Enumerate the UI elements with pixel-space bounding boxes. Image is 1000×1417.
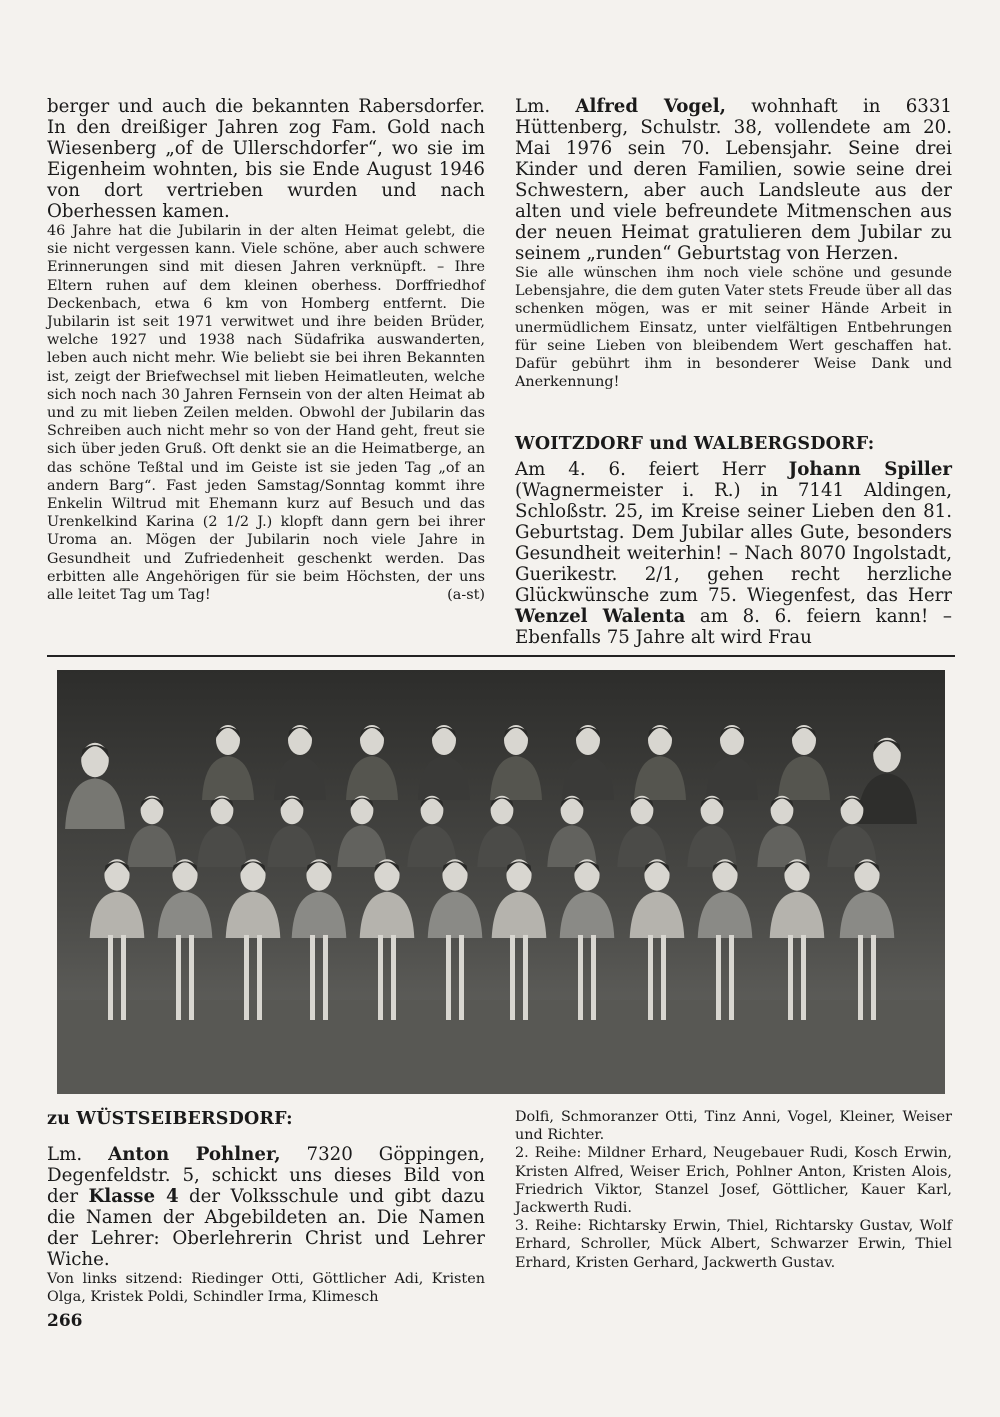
person-name-wenzel-walenta: Wenzel Walenta: [515, 606, 686, 627]
article-vogel: [515, 96, 952, 391]
leg: [446, 935, 451, 1020]
leg: [591, 935, 596, 1020]
article-lead-paragraph: berger und auch die bekannten Rabersdorfer. In den dreißiger Jahren zog Fam. Gold nach Wiesenberg „of de Ullerschdorfer“, wo sie im Eigenheim wohnten, bis sie Ende August 1946 von dort vertrieben wurden und nach Oberhessen kamen.: [47, 96, 485, 222]
class-photograph: [57, 670, 945, 1094]
leg: [729, 935, 734, 1020]
heading-prefix-zu: zu: [47, 1109, 71, 1129]
woitzdorf-text-2: (Wagnermeister i. R.) in 7141 Aldingen, Schloßstr. 25, im Kreise seiner Lieben den 81. Geburtstag. Dem Jubilar alles Gute, besonders Gesundheit weiterhin! – Nach 8070 Ingolstadt, Guerikestr. 2/1, gehen recht herzliche Glückwünsche zum 75. Wiegenfest, das Herr: [515, 480, 952, 606]
article-body-text: 46 Jahre hat die Jubilarin in der alten Heimat gelebt, die sie nicht vergessen kann. Viele schöne, aber auch schwere Erinnerungen sind mit diesen Jahren verknüpft. – Ihre Eltern ruhen auf dem kleinen oberhess. Dorffriedhof Deckenbach, etwa 6 km von Homberg entfernt. Die Jubilarin ist seit 1971 verwitwet und ihre beiden Brüder, welche 1927 und 1938 nach Südafrika auswanderten, leben auch nicht mehr. Wie beliebt sie bei ihren Bekannten ist, zeigt der Briefwechsel mit lieben Heimatleuten, welche sich noch nach 30 Jahren Fernsein von der alten Heimat ab und zu mit lieben Zeilen melden. Obwohl der Jubilarin das Schreiben auch nicht mehr so von der Hand geht, freut sie sich über jeden Gruß. Oft denkt sie an die Heimatberge, an das schöne Teßtal und im Geiste ist sie jeden Tag „of an andern Barg“. Fast jeden Samstag/Sonntag kommt ihre Enkelin Wiltrud mit Ehemann kurz auf Besuch und das Urenkelkind Karina (2 1/2 J.) klopft dann gern bei ihrer Uroma an. Mögen der Jubilarin noch viele Jahre in Gesundheit und Zufriedenheit geschenkt werden. Das erbitten alle Angehörigen für sie beim Höchsten, der uns alle leitet Tag um Tag!: [47, 223, 485, 604]
section-heading-text: WÜSTSEIBERSDORF:: [76, 1109, 293, 1129]
leg: [459, 935, 464, 1020]
article-pohlner-lead: [47, 1144, 485, 1270]
section-heading-line: [47, 1108, 487, 1130]
section-heading-wustseibersdorf: [47, 1108, 487, 1130]
photo-caption-names: [515, 1108, 952, 1272]
class-photograph-illustration: [57, 670, 945, 1094]
person-name-alfred-vogel: Alfred Vogel,: [575, 96, 726, 117]
article-woitzdorf: [515, 459, 952, 648]
person-name-anton-pohlner: Anton Pohlner,: [108, 1144, 281, 1165]
leg: [323, 935, 328, 1020]
prefix-lm: Lm.: [515, 96, 551, 117]
author-signature: (a-st): [447, 587, 485, 604]
article-gold-continuation: [47, 96, 485, 604]
leg: [578, 935, 583, 1020]
article-woitzdorf-paragraph: [515, 459, 952, 648]
woitzdorf-text-3: am 8. 6. feiern kann! – Ebenfalls 75 Jahre alt wird Frau: [515, 606, 952, 648]
row-3-names: 3. Reihe: Richtarsky Erwin, Thiel, Richtarsky Gustav, Wolf Erhard, Schroller, Mück Albert, Schwarzer Erwin, Thiel Erhard, Kristen Gerhard, Jackwerth Gustav.: [515, 1218, 952, 1271]
article-vogel-body: Sie alle wünschen ihm noch viele schöne und gesunde Lebensjahre, die dem guten Vater stets Freude über all das schenken mögen, was er mit seiner Hände Arbeit in unermüdlichem Einsatz, unter vielfältigen Entbehrungen für seine Lieben von bleibendem Wert geschaffen hat. Dafür gebührt ihm in besonderer Weise Dank und Anerkennung!: [515, 265, 952, 391]
leg: [648, 935, 653, 1020]
seated-names-continued: Dolfi, Schmoranzer Otti, Tinz Anni, Vogel, Kleiner, Weiser und Richter.: [515, 1109, 952, 1144]
leg: [801, 935, 806, 1020]
article-vogel-lead-text: wohnhaft in 6331 Hüttenberg, Schulstr. 38, vollendete am 20. Mai 1976 sein 70. Lebensjahr. Seine drei Kinder und deren Familien, sowie seine drei Schwestern, aber auch Landsleute aus der alten und viele befreundete Mitmenschen aus der neuen Heimat gratulieren dem Jubilar zu seinem „runden“ Geburtstag von Herzen.: [515, 96, 952, 264]
leg: [244, 935, 249, 1020]
leg: [716, 935, 721, 1020]
article-pohlner: [47, 1144, 485, 1306]
leg: [257, 935, 262, 1020]
article-pohlner-rest: der Volksschule und gibt dazu die Namen der Abgebildeten an. Die Namen der Lehrer: Oberlehrerin Christ und Lehrer Wiche.: [47, 1186, 485, 1270]
class-label: Klasse 4: [88, 1186, 179, 1207]
leg: [788, 935, 793, 1020]
section-heading-woitzdorf: [515, 433, 952, 455]
article-vogel-lead: [515, 96, 952, 264]
leg: [871, 935, 876, 1020]
person-name-johann-spiller: Johann Spiller: [788, 459, 952, 480]
leg: [189, 935, 194, 1020]
leg: [391, 935, 396, 1020]
article-body-paragraph: [47, 222, 485, 604]
article-pohlner-text: 7320 Göppingen, Degenfeldstr. 5, schickt uns dieses Bild von der: [47, 1144, 485, 1207]
leg: [378, 935, 383, 1020]
horizontal-divider: [47, 655, 955, 657]
leg: [858, 935, 863, 1020]
leg: [510, 935, 515, 1020]
leg: [108, 935, 113, 1020]
leg: [176, 935, 181, 1020]
leg: [310, 935, 315, 1020]
leg: [523, 935, 528, 1020]
leg: [121, 935, 126, 1020]
woitzdorf-text-1: Am 4. 6. feiert Herr: [515, 459, 766, 480]
page-number: 266: [47, 1311, 83, 1331]
section-heading-text: WOITZDORF und WALBERGSDORF:: [515, 434, 875, 454]
seated-names-start: Von links sitzend: Riedinger Otti, Göttlicher Adi, Kristen Olga, Kristek Poldi, Schindler Irma, Klimesch: [47, 1271, 485, 1306]
leg: [661, 935, 666, 1020]
row-2-names: 2. Reihe: Mildner Erhard, Neugebauer Rudi, Kosch Erwin, Kristen Alfred, Weiser Erich, Pohlner Anton, Kristen Alois, Friedrich Viktor, Stanzel Josef, Göttlicher, Kauer Karl, Jackwerth Rudi.: [515, 1145, 952, 1217]
prefix-lm: Lm.: [47, 1144, 83, 1165]
